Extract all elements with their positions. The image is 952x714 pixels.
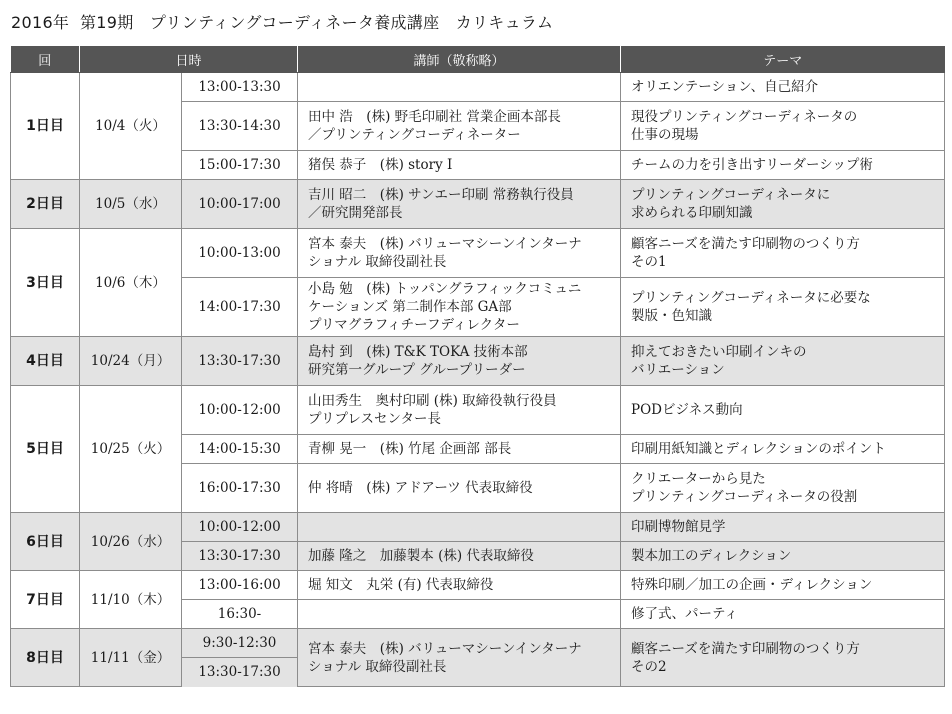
speaker-cell	[298, 386, 621, 435]
page-title: 2016年 第19期 プリンティングコーディネータ養成講座 カリキュラム	[11, 13, 554, 32]
header-speaker: 講師（敬称略）	[298, 46, 621, 73]
theme-line: 印刷博物館見学	[631, 519, 726, 535]
theme-cell	[621, 180, 945, 229]
header-row	[11, 46, 945, 73]
day-cell: 7日目	[11, 571, 80, 629]
theme-line: 修了式、パーティ	[631, 606, 738, 622]
speaker-line: ショナル 取締役副社長	[308, 658, 447, 675]
speaker-line: 山田秀生 奥村印刷 (株) 取締役執行役員	[308, 393, 557, 409]
time-cell: 13:00-13:30	[182, 73, 298, 102]
speaker-line: 宮本 泰夫 (株) バリューマシーンインターナ	[308, 236, 582, 252]
date-cell: 10/4（火）	[80, 73, 182, 180]
theme-line: 印刷用紙知識とディレクションのポイント	[631, 441, 886, 457]
day-cell: 4日目	[11, 337, 80, 386]
speaker-line: 堀 知文 丸栄 (有) 代表取締役	[308, 577, 494, 593]
speaker-cell	[298, 629, 621, 687]
speaker-line: 田中 浩 (株) 野毛印刷社 営業企画本部長	[308, 109, 561, 125]
time-cell: 13:30-17:30	[182, 658, 298, 687]
time-cell: 14:00-17:30	[182, 278, 298, 337]
table-row	[11, 180, 945, 229]
speaker-line: プリプレスセンター長	[308, 411, 441, 427]
speaker-cell	[298, 435, 621, 464]
theme-line: チームの力を引き出すリーダーシップ術	[631, 157, 873, 173]
date-cell: 10/26（水）	[80, 513, 182, 571]
table-row	[11, 571, 945, 600]
time-cell: 14:00-15:30	[182, 435, 298, 464]
theme-line: 仕事の現場	[631, 127, 699, 143]
theme-line: その2	[631, 658, 667, 675]
theme-line: 製版・色知識	[631, 308, 713, 324]
theme-cell	[621, 600, 945, 629]
speaker-cell	[298, 464, 621, 513]
theme-line: 特殊印刷／加工の企画・ディレクション	[631, 577, 873, 593]
theme-line: クリエーターから見た	[631, 471, 766, 487]
theme-line: 顧客ニーズを満たす印刷物のつくり方	[631, 236, 860, 252]
day-cell: 3日目	[11, 229, 80, 337]
header-datetime: 日時	[80, 46, 298, 73]
date-cell: 11/10（木）	[80, 571, 182, 629]
time-cell: 13:30-17:30	[182, 337, 298, 386]
theme-line: PODビジネス動向	[631, 402, 743, 418]
speaker-cell	[298, 73, 621, 102]
theme-cell	[621, 464, 945, 513]
theme-line: 抑えておきたい印刷インキの	[631, 344, 807, 360]
time-cell: 9:30-12:30	[182, 629, 298, 658]
speaker-line: 宮本 泰夫 (株) バリューマシーンインターナ	[308, 640, 582, 657]
theme-line: オリエンテーション、自己紹介	[631, 79, 819, 95]
speaker-line: 研究第一グループ グループリーダー	[308, 362, 526, 378]
theme-line: プリンティングコーディネータの役割	[631, 489, 858, 505]
speaker-cell	[298, 600, 621, 629]
speaker-line: ショナル 取締役副社長	[308, 254, 447, 270]
time-cell: 10:00-17:00	[182, 180, 298, 229]
table-row	[11, 73, 945, 102]
time-cell: 13:30-17:30	[182, 542, 298, 571]
date-cell: 10/25（火）	[80, 386, 182, 513]
time-cell: 15:00-17:30	[182, 151, 298, 180]
time-cell: 16:00-17:30	[182, 464, 298, 513]
theme-cell	[621, 386, 945, 435]
speaker-line: 吉川 昭二 (株) サンエー印刷 常務執行役員	[308, 187, 574, 203]
theme-cell	[621, 337, 945, 386]
theme-line: バリエーション	[631, 362, 725, 378]
theme-cell	[621, 278, 945, 337]
table-row	[11, 513, 945, 542]
speaker-cell	[298, 542, 621, 571]
theme-cell	[621, 229, 945, 278]
time-cell: 10:00-12:00	[182, 386, 298, 435]
date-cell: 10/5（水）	[80, 180, 182, 229]
time-cell: 13:30-14:30	[182, 102, 298, 151]
speaker-line: プリマグラフィチーフディレクター	[308, 317, 520, 333]
header-round: 回	[11, 46, 80, 73]
time-cell: 13:00-16:00	[182, 571, 298, 600]
speaker-cell	[298, 229, 621, 278]
theme-cell	[621, 513, 945, 542]
theme-cell	[621, 102, 945, 151]
speaker-cell	[298, 180, 621, 229]
curriculum-table	[10, 46, 945, 687]
speaker-line: 青柳 晃一 (株) 竹尾 企画部 部長	[308, 441, 512, 457]
day-cell: 2日目	[11, 180, 80, 229]
time-cell: 10:00-12:00	[182, 513, 298, 542]
speaker-line: 島村 到 (株) T&K TOKA 技術本部	[308, 344, 528, 360]
table-row	[11, 629, 945, 658]
day-cell: 1日目	[11, 73, 80, 180]
theme-line: 現役プリンティングコーディネータの	[631, 109, 858, 125]
theme-line: 顧客ニーズを満たす印刷物のつくり方	[631, 640, 860, 657]
time-cell: 16:30-	[182, 600, 298, 629]
table-row	[11, 229, 945, 278]
day-cell: 8日目	[11, 629, 80, 687]
table-row	[11, 386, 945, 435]
date-cell: 10/6（木）	[80, 229, 182, 337]
theme-cell	[621, 571, 945, 600]
speaker-line: ／プリンティングコーディネーター	[308, 127, 521, 143]
theme-line: プリンティングコーディネータに	[631, 187, 831, 203]
speaker-line: 猪俣 恭子 (株) story I	[308, 157, 453, 173]
speaker-cell	[298, 513, 621, 542]
speaker-cell	[298, 278, 621, 337]
theme-line: その1	[631, 254, 667, 270]
theme-line: 製本加工のディレクション	[631, 548, 792, 564]
speaker-line: 仲 将晴 (株) アドアーツ 代表取締役	[308, 480, 533, 496]
date-cell: 11/11（金）	[80, 629, 182, 687]
day-cell: 6日目	[11, 513, 80, 571]
speaker-line: 加藤 隆之 加藤製本 (株) 代表取締役	[308, 548, 534, 564]
theme-cell	[621, 542, 945, 571]
header-theme: テーマ	[621, 46, 945, 73]
date-cell: 10/24（月）	[80, 337, 182, 386]
table-row	[11, 337, 945, 386]
day-cell: 5日目	[11, 386, 80, 513]
speaker-cell	[298, 102, 621, 151]
speaker-line: ／研究開発部長	[308, 205, 403, 221]
theme-line: プリンティングコーディネータに必要な	[631, 290, 871, 306]
theme-cell	[621, 73, 945, 102]
speaker-cell	[298, 337, 621, 386]
theme-cell	[621, 629, 945, 687]
theme-line: 求められる印刷知識	[631, 205, 753, 221]
time-cell: 10:00-13:00	[182, 229, 298, 278]
speaker-cell	[298, 571, 621, 600]
theme-cell	[621, 151, 945, 180]
speaker-cell	[298, 151, 621, 180]
speaker-line: ケーションズ 第二制作本部 GA部	[308, 299, 512, 315]
theme-cell	[621, 435, 945, 464]
speaker-line: 小島 勉 (株) トッパングラフィックコミュニ	[308, 281, 582, 297]
